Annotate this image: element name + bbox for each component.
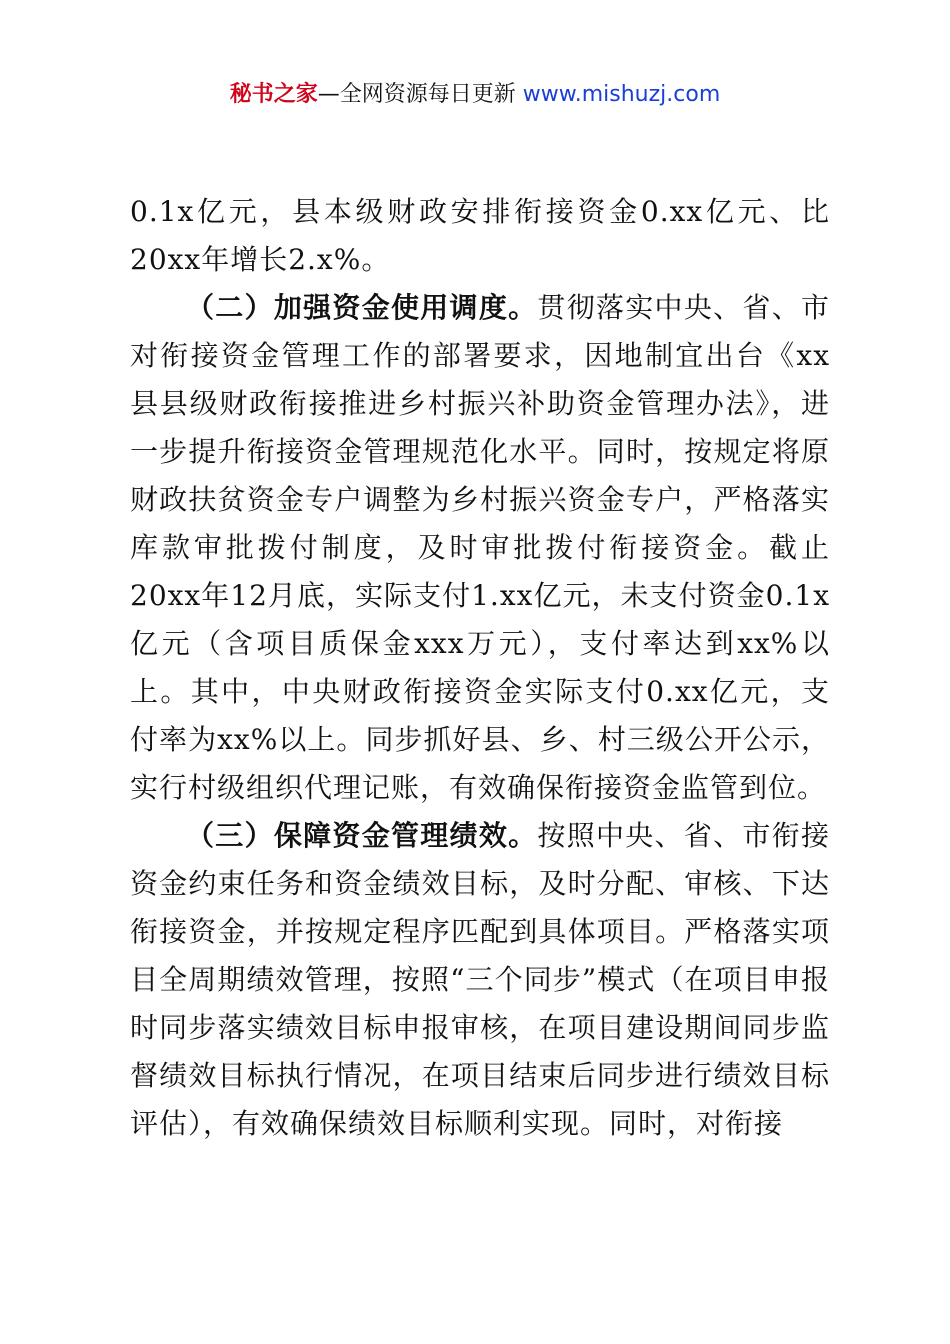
document-body bbox=[130, 188, 830, 1148]
paragraph-text: 按照中央、省、市衔接资金约束任务和资金绩效目标，及时分配、审核、下达衔接资金，并按规定程序匹配到具体项目。严格落实项目全周期绩效管理，按照“三个同步”模式（在项目申报时同步落实绩效目标申报审核，在项目建设期间同步监督绩效目标执行情况，在项目结束后同步进行绩效目标评估），有效确保绩效目标顺利实现。同时，对衔接 bbox=[130, 819, 830, 1140]
paragraph-fund-scheduling bbox=[130, 284, 830, 812]
paragraph-text: 贯彻落实中央、省、市对衔接资金管理工作的部署要求，因地制宜出台《xx县县级财政衔接推进乡村振兴补助资金管理办法》，进一步提升衔接资金管理规范化水平。同时，按规定将原财政扶贫资金专户调整为乡村振兴资金专户，严格落实库款审批拨付制度，及时审批拨付衔接资金。截止20xx年12月底，实际支付1.xx亿元，未支付资金0.1x亿元（含项目质保金xxx万元），支付率达到xx%以上。其中，中央财政衔接资金实际支付0.xx亿元，支付率为xx%以上。同步抓好县、乡、村三级公开公示，实行村级组织代理记账，有效确保衔接资金监管到位。 bbox=[130, 291, 830, 804]
paragraph-heading: （二）加强资金使用调度。 bbox=[186, 291, 538, 324]
header-tagline: —全网资源每日更新 bbox=[317, 82, 523, 107]
site-header bbox=[0, 80, 950, 110]
brand-name: 秘书之家 bbox=[229, 82, 318, 107]
paragraph-text: 0.1x亿元，县本级财政安排衔接资金0.xx亿元、比20xx年增长2.x%。 bbox=[130, 195, 830, 276]
site-url-link[interactable]: www.mishuzj.com bbox=[522, 82, 721, 107]
paragraph-fund-performance bbox=[130, 812, 830, 1148]
paragraph-heading: （三）保障资金管理绩效。 bbox=[186, 819, 538, 852]
paragraph-continuation bbox=[130, 188, 830, 284]
